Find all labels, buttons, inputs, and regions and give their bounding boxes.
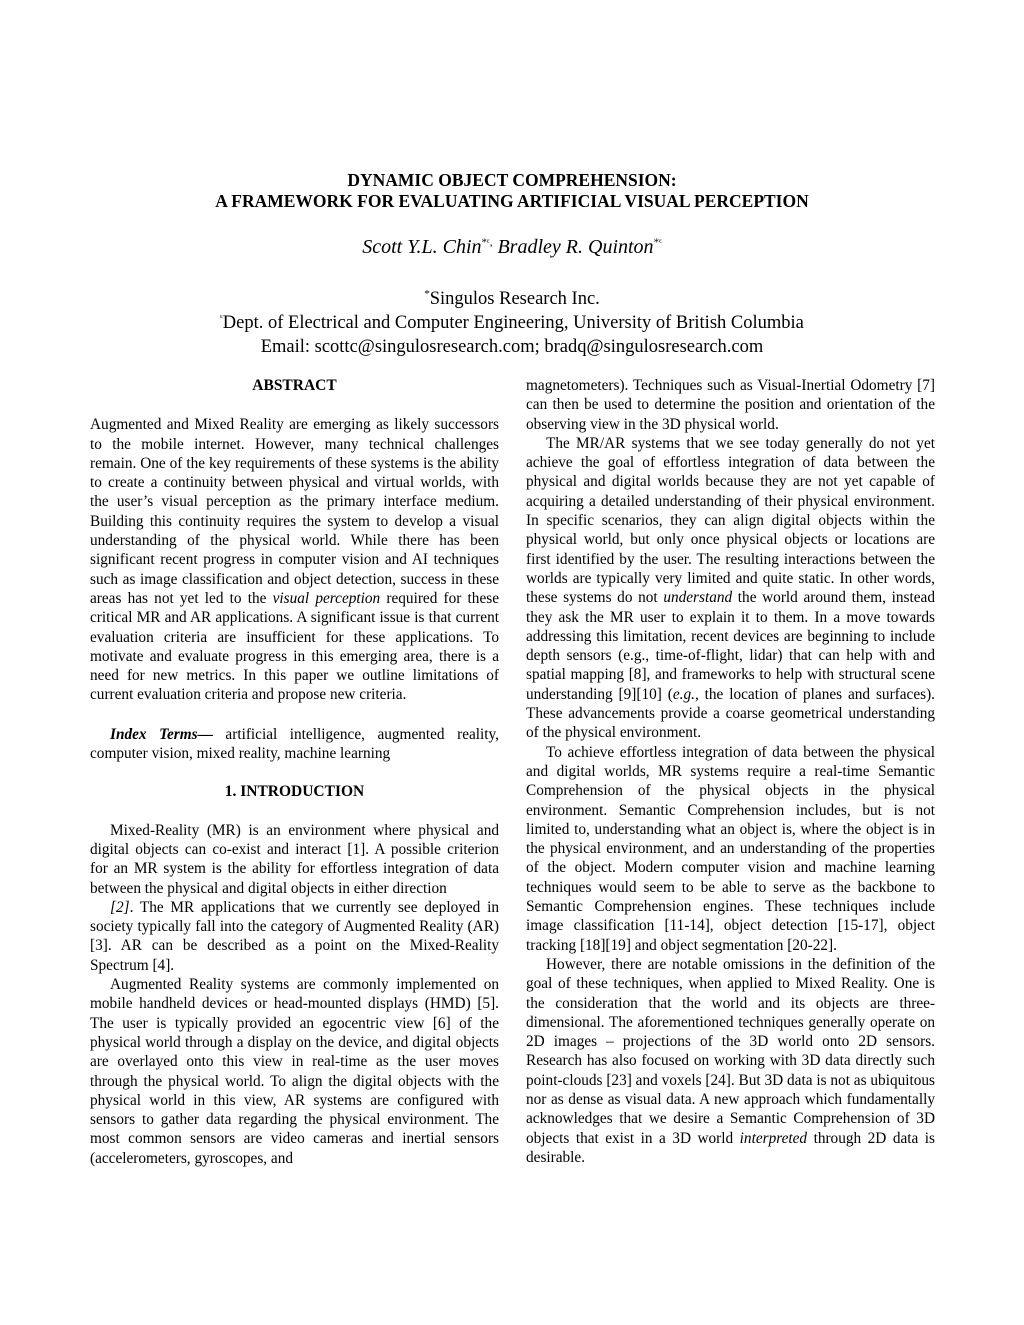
intro-paragraph-3-continued: magnetometers). Techniques such as Visual-Inertial Odometry [7] can then be used to determine the position and orientation of the observing view in the 3D physical world. (526, 377, 935, 433)
abstract-heading: ABSTRACT (252, 377, 337, 394)
affiliation-2-org: Dept. of Electrical and Computer Engineering, University of British Columbia (222, 313, 804, 333)
email-line: Email: scottc@singulosresearch.com; bradq@singulosresearch.com (260, 337, 764, 357)
abstract-text: Augmented and Mixed Reality are emerging as likely successors to the mobile internet. However, many technical challenges remain. One of the key requirements of these systems is the ability to create a continuity between physical and virtual worlds, with the user’s visual perception as the primary interface medium. Building this continuity requires the system to develop a visual understanding of the physical world. While there has been significant recent progress in computer vision and AI techniques such as image classification and object detection, success in these areas has not yet led to the visual perception required for these critical MR and AR applications. A significant issue is that current evaluation criteria are insufficient for these applications. To motivate and evaluate progress in this emerging area, there is a need for new metrics. In this paper we outline limitations of current evaluation criteria and propose new criteria. (90, 416, 499, 704)
index-terms (90, 725, 499, 764)
author-1: Scott Y.L. Chin (362, 236, 482, 258)
title-line-1: DYNAMIC OBJECT COMPREHENSION: (347, 170, 677, 190)
affiliation-2 (0, 311, 1024, 335)
affiliation-1 (0, 287, 1024, 311)
title-line-2: A FRAMEWORK FOR EVALUATING ARTIFICIAL VISUAL PERCEPTION (215, 191, 809, 211)
intro-paragraph-3: Augmented Reality systems are commonly implemented on mobile handheld devices or head-mounted displays (HMD) [5]. The user is typically provided an egocentric view [6] of the physical world through a display on the device, and digital objects are overlayed onto this view in real-time as the user moves through the physical world. To align the digital objects with the physical world in this view, AR systems are configured with sensors to gather data regarding the physical environment. The most common sensors are video cameras and inertial sensors (accelerometers, gyroscopes, and (90, 976, 499, 1167)
right-column (526, 376, 935, 1167)
affiliation-1-mark: * (424, 287, 430, 300)
intro-paragraph-1: Mixed-Reality (MR) is an environment where physical and digital objects can co-exist and interact [1]. A possible criterion for an MR system is the ability for effortless integration of data between the physical and digital objects in either direction (90, 821, 499, 897)
intro-paragraph-6: However, there are notable omissions in the definition of the goal of these techniques, when applied to Mixed Reality. One is the consideration that the world and its objects are three-dimensional. The aforementioned techniques generally operate on 2D images – projections of the 3D world onto 2D sensors. Research has also focused on working with 3D data directly such point-clouds [23] and voxels [24]. But 3D data is not as ubiquitous nor as dense as visual data. A new approach which fundamentally acknowledges that we desire a Semantic Comprehension of 3D objects that exist in a 3D world interpreted through 2D data is desirable. (526, 955, 936, 1166)
abstract-emphasis: visual perception (272, 589, 381, 607)
affiliation-2-mark: ᵋ (220, 311, 223, 324)
author-list (0, 236, 1024, 259)
index-terms-label: Index Terms— (110, 725, 213, 743)
introduction-heading: 1. INTRODUCTION (224, 783, 365, 801)
index-terms-text: artificial intelligence, augmented reality, computer vision, mixed reality, machine learning (90, 725, 499, 763)
author-2: Bradley R. Quinton (492, 236, 654, 258)
affiliation-1-org: Singulos Research Inc. (429, 289, 600, 309)
intro-paragraph-2: [2]. The MR applications that we currently see deployed in society typically fall into the category of Augmented Reality (AR) [3]. AR can be described as a point on the Mixed-Reality Spectrum [4]. (90, 898, 499, 974)
left-column (90, 376, 499, 1168)
paper-title (0, 170, 1024, 212)
intro-paragraph-5: To achieve effortless integration of data between the physical and digital worlds, MR systems require a real-time Semantic Comprehension of the physical objects in the physical environment. Semantic Comprehension includes, but is not limited to, understanding what an object is, where the object is in the physical environment, and an understanding of the properties of the object. Modern computer vision and machine learning techniques would seem to be able to serve as the backbone to Semantic Comprehension engines. These techniques include image classification [11-14], object detection [15-17], object tracking [18][19] and object segmentation [20-22]. (526, 743, 935, 954)
author-2-marks: *ᵋ (653, 236, 662, 249)
intro-paragraph-2-ref: [2] (110, 898, 130, 916)
author-1-marks: *ᵋ, (481, 236, 493, 249)
intro-paragraph-4: The MR/AR systems that we see today generally do not yet achieve the goal of effortless integration of data between the physical and digital worlds because they are not yet capable of acquiring a detailed understanding of their physical environment. In specific scenarios, they can align digital objects within the physical world, but only once physical objects or locations are first identified by the user. The resulting interactions between the worlds are typically very limited and quite static. In other words, these systems do not understand the world around them, instead they ask the MR user to explain it to them. In a move towards addressing this limitation, recent devices are beginning to include depth sensors (e.g., time-of-flight, lidar) that can help with and spatial mapping [8], and frameworks to help with structural scene understanding [9][10] (e.g., the location of planes and surfaces). These advancements provide a coarse geometrical understanding of the physical environment. (526, 434, 935, 742)
affiliations (0, 287, 1024, 359)
